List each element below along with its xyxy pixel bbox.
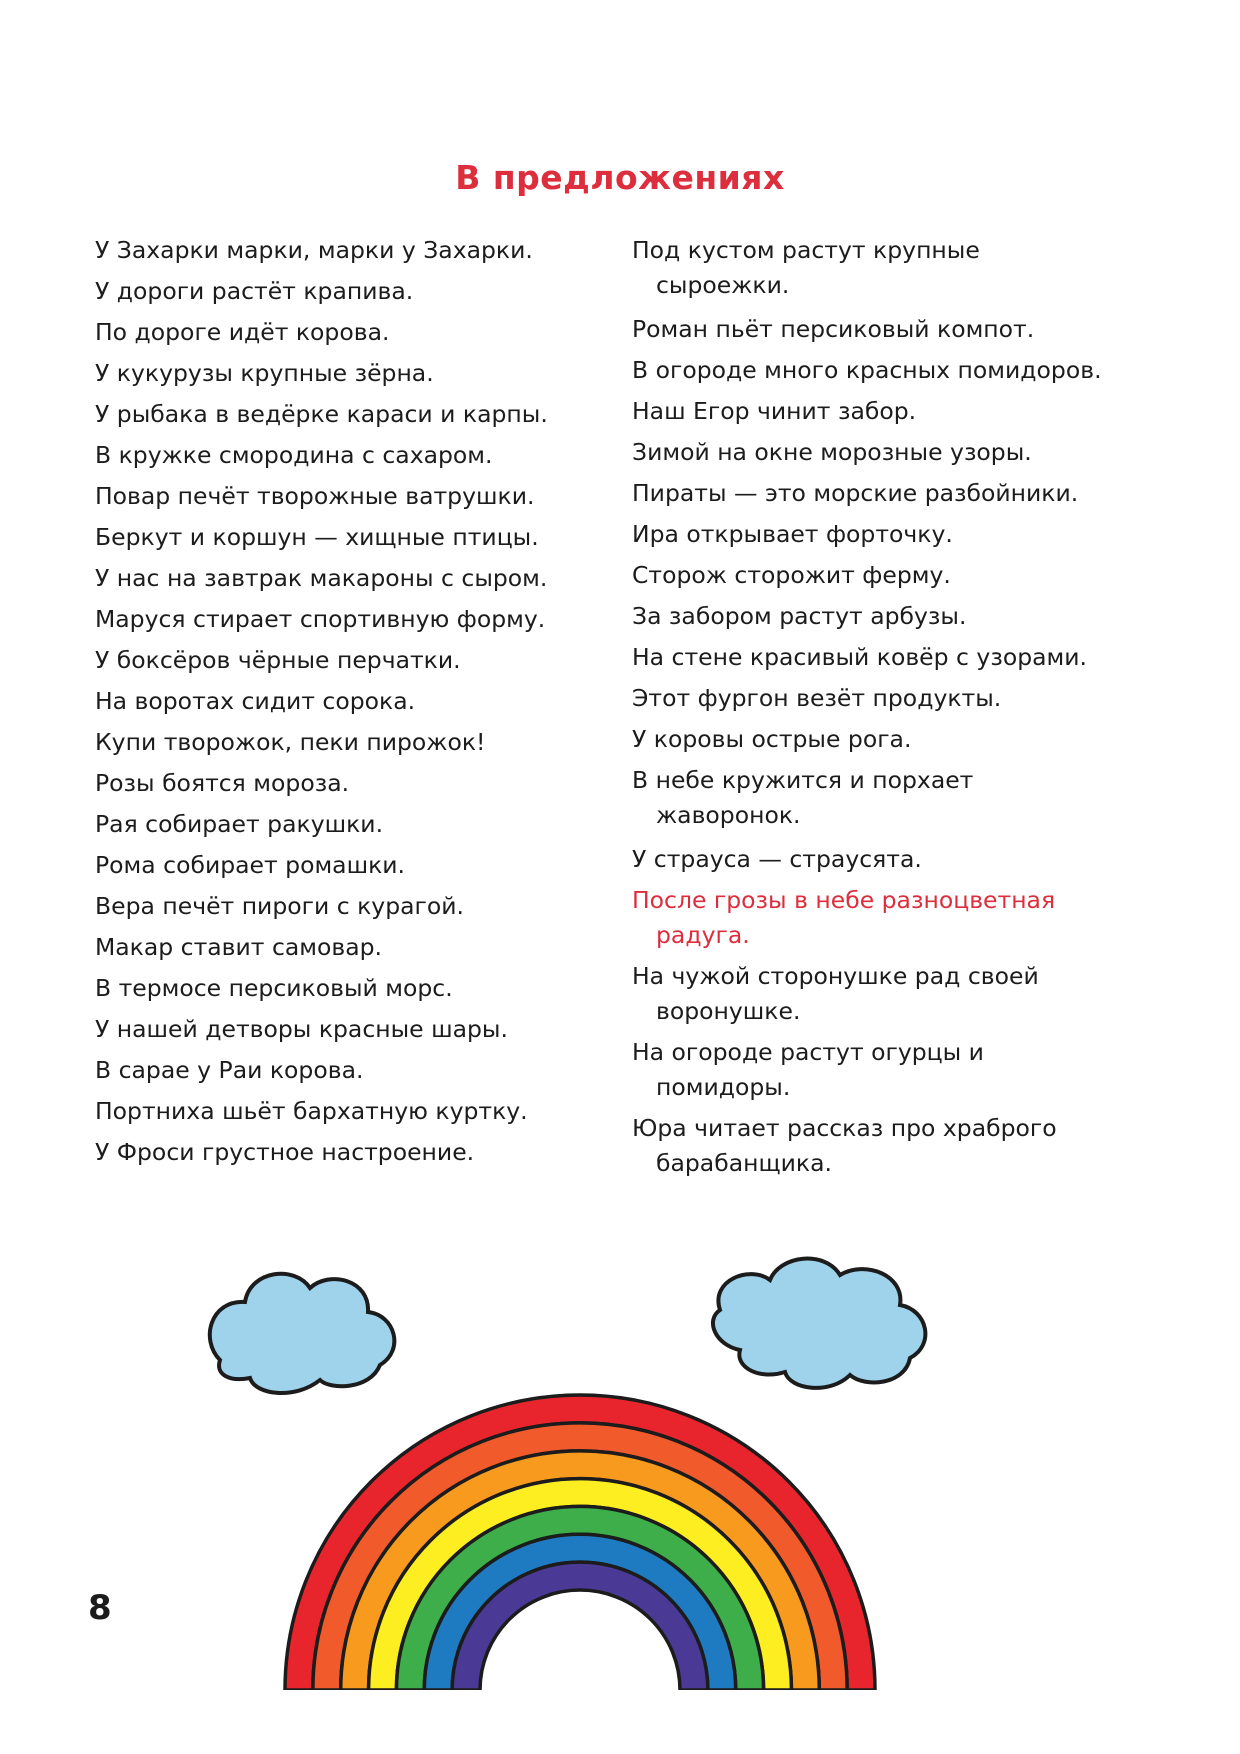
sentence: У нас на завтрак макароны с сыром.: [95, 564, 548, 592]
sentence: Повар печёт творожные ватрушки.: [95, 482, 535, 510]
sentence: В небе кружится и порхает жаворонок.: [632, 766, 974, 829]
sentence-highlighted: После грозы в небе разноцветная радуга.: [632, 886, 1056, 949]
sentence: На воротах сидит сорока.: [95, 687, 416, 715]
sentence: Вера печёт пироги с курагой.: [95, 892, 464, 920]
sentence: Под кустом растут крупные сыроежки.: [632, 236, 980, 299]
sentence: Купи творожок, пеки пирожок!: [95, 728, 486, 756]
sentence: Этот фургон везёт продукты.: [632, 684, 1002, 712]
rainbow-bands: [285, 1395, 875, 1690]
sentence: Роман пьёт персиковый компот.: [632, 315, 1035, 343]
sentence: В сарае у Раи корова.: [95, 1056, 364, 1084]
sentence: У Захарки марки, марки у Захарки.: [95, 236, 533, 264]
sentences-left-column: [95, 230, 615, 1173]
sentence: В огороде много красных помидоров.: [632, 356, 1102, 384]
sentence: За забором растут арбузы.: [632, 602, 967, 630]
right-cloud: [713, 1259, 925, 1388]
sentences-right-column: [632, 230, 1152, 1187]
left-cloud: [210, 1274, 395, 1393]
sentence: Пираты — это морские разбойники.: [632, 479, 1079, 507]
sentence: У кукурузы крупные зёрна.: [95, 359, 434, 387]
cloud-shape: [713, 1259, 925, 1388]
sentence: У дороги растёт крапива.: [95, 277, 414, 305]
rainbow-illustration: [200, 1240, 960, 1690]
sentence: Макар ставит самовар.: [95, 933, 383, 961]
sentence: Портниха шьёт бархатную куртку.: [95, 1097, 528, 1125]
sentence: Наш Егор чинит забор.: [632, 397, 917, 425]
sentence: Беркут и коршун — хищные птицы.: [95, 523, 539, 551]
sentence: У страуса — страусята.: [632, 845, 922, 873]
sentence: У рыбака в ведёрке караси и карпы.: [95, 400, 548, 428]
sentence: У коровы острые рога.: [632, 725, 912, 753]
sentence: В термосе персиковый морс.: [95, 974, 453, 1002]
sentence: По дороге идёт корова.: [95, 318, 390, 346]
sentence: Розы боятся мороза.: [95, 769, 350, 797]
sentence: У нашей детворы красные шары.: [95, 1015, 508, 1043]
sentence: Рома собирает ромашки.: [95, 851, 406, 879]
sentence: Ира открывает форточку.: [632, 520, 953, 548]
sentence: Зимой на окне морозные узоры.: [632, 438, 1032, 466]
sentence: У Фроси грустное настроение.: [95, 1138, 475, 1166]
sentence: Сторож сторожит ферму.: [632, 561, 951, 589]
cloud-shape: [210, 1274, 395, 1393]
sentence: В кружке смородина с сахаром.: [95, 441, 493, 469]
sentence: На чужой сторонушке рад своей воронушке.: [632, 962, 1039, 1025]
sentence: Маруся стирает спортивную форму.: [95, 605, 546, 633]
sentence: На стене красивый ковёр с узорами.: [632, 643, 1087, 671]
sentence: На огороде растут огурцы и помидоры.: [632, 1038, 984, 1101]
sentence: Юра читает рассказ про храброго барабанщика.: [632, 1114, 1057, 1177]
sentence: У боксёров чёрные перчатки.: [95, 646, 461, 674]
page-number: 8: [88, 1588, 112, 1628]
page-title: В предложениях: [455, 158, 785, 197]
sentence: Рая собирает ракушки.: [95, 810, 384, 838]
